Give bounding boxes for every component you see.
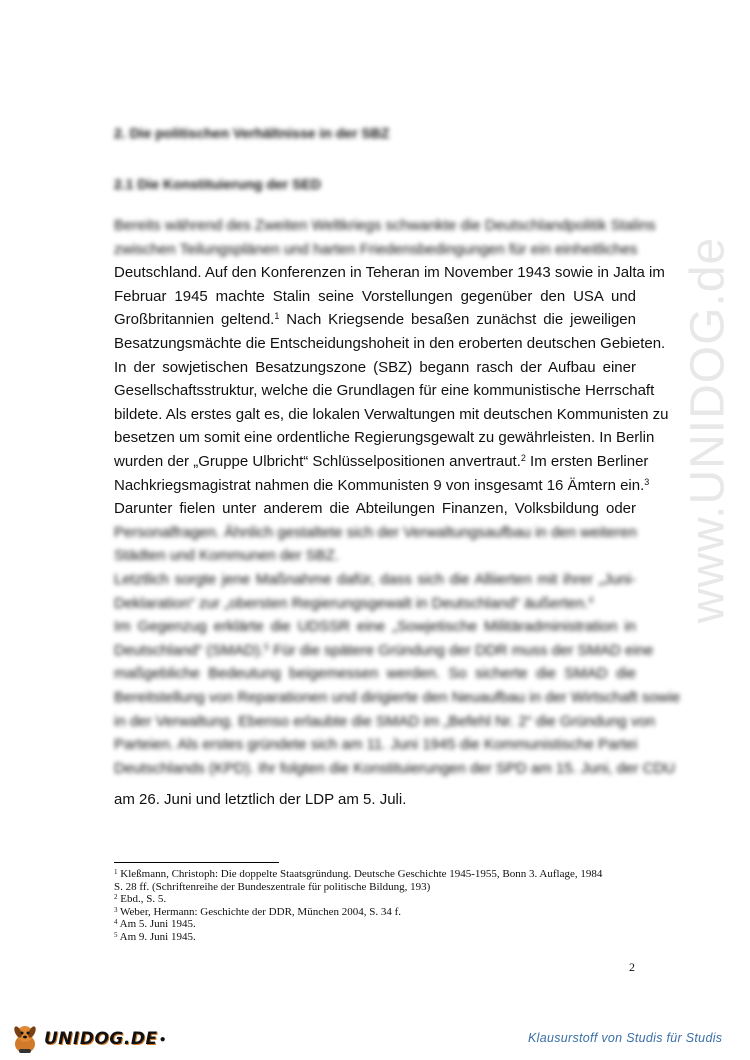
logo-text: UNIDOG.DE (44, 1029, 158, 1049)
footnote: $^2$ Ebd., S. 5. (114, 893, 167, 905)
text-line: am 26. Juni und letztlich der LDP am 5. Juli. (114, 791, 407, 808)
paw-icon: ● (159, 1033, 166, 1045)
paragraph-clear (114, 261, 669, 521)
text-line: Nachkriegsmagistrat nahmen die Kommunisten 9 von insgesamt 16 Ämtern ein.$^3$ (114, 476, 650, 494)
text-line: Bereits während des Zweiten Weltkriegs schwankte die Deutschlandpolitik Stalins (114, 217, 656, 234)
footnote: $^3$ Weber, Hermann: Geschichte der DDR, München 2004, S. 34 f. (114, 905, 401, 918)
text-line: Deutschlands (KPD). Ihr folgten die Konstituierungen der SPD am 15. Juni, der CDU (114, 759, 676, 777)
footnote: S. 28 ff. (Schriftenreihe der Bundeszentrale für politische Bildung, 193) (114, 880, 431, 893)
footnote: $^4$ Am 5. Juni 1945. (114, 918, 196, 930)
text-line: Deklaration“ zur „obersten Regierungsgewalt in Deutschland“ äußerten.$^4$ (114, 594, 594, 612)
text-line: Parteien. Als erstes gründete sich am 11. Juni 1945 die Kommunistische Partei (114, 736, 638, 754)
footnotes (114, 868, 634, 943)
text-line: Im Gegenzug erklärte die UDSSR eine „Sowjetische Militäradministration in (114, 618, 636, 636)
footnote-ref: 5 (264, 641, 270, 652)
text-line: in der Verwaltung. Ebenso erlaubte die SMAD im „Befehl Nr. 2“ die Gründung von (114, 712, 656, 730)
paragraph-blurred-bottom (114, 521, 681, 781)
footer-slogan: Klausurstoff von Studis für Studis (528, 1031, 723, 1045)
footnote-ref: 2 (520, 452, 526, 463)
text-line: Bereitstellung von Reparationen und dirigierte den Neuaufbau in der Wirtschaft sowie (114, 688, 681, 706)
text-line: Personalfragen. Ähnlich gestaltete sich der Verwaltungsaufbau in den weiteren (114, 523, 637, 541)
text-line: besetzen um somit eine ordentliche Regierungsgewalt zu gewährleisten. In Berlin (114, 429, 655, 447)
paragraph-blurred-top (114, 214, 656, 261)
text-line: maßgebliche Bedeutung beigemessen werden. So sicherte die SMAD die (114, 665, 636, 683)
page-number: 2 (629, 960, 635, 974)
text-line: In der sowjetischen Besatzungszone (SBZ) begann rasch der Aufbau einer (114, 358, 636, 376)
dog-mascot-icon (8, 1022, 42, 1056)
footnote: $^1$ Kleßmann, Christoph: Die doppelte Staatsgründung. Deutsche Geschichte 1945-1955, Bonn 3. Auflage, 1984 (114, 868, 603, 880)
paragraph-clear-end (114, 788, 636, 812)
subsection-heading: 2.1 Die Konstituierung der SED (114, 176, 321, 192)
text-line: Gesellschaftsstruktur, welche die Grundlagen für eine kommunistische Herrschaft (114, 382, 655, 400)
text-line: Städten und Kommunen der SBZ. (114, 547, 340, 565)
text-line: Großbritannien geltend.$^1$ Nach Kriegsende besaßen zunächst die jeweiligen (114, 311, 636, 329)
watermark: www.UNIDOG.de (681, 236, 735, 624)
text-line: bildete. Als erstes galt es, die lokalen Verwaltungen mit deutschen Kommunisten zu (114, 405, 669, 423)
footer-logo[interactable] (8, 1022, 166, 1056)
footnote-ref: 3 (644, 476, 650, 487)
footnote: $^5$ Am 9. Juni 1945. (114, 930, 196, 943)
text-line: Darunter fielen unter anderem die Abteilungen Finanzen, Volksbildung oder (114, 500, 636, 518)
footnote-divider (114, 862, 279, 863)
text-line: Letztlich sorgte jene Maßnahme dafür, dass sich die Alliierten mit ihrer „Juni- (114, 570, 636, 588)
footnote-ref: 4 (588, 594, 594, 605)
text-line: wurden der „Gruppe Ulbricht“ Schlüsselpositionen anvertraut.$^2$ Im ersten Berliner (114, 452, 649, 470)
text-line: Deutschland. Auf den Konferenzen in Teheran im November 1943 sowie in Jalta im (114, 264, 665, 282)
footnote-ref: 1 (274, 311, 280, 322)
text-line: Besatzungsmächte die Entscheidungshoheit in den eroberten deutschen Gebieten. (114, 334, 666, 352)
section-heading: 2. Die politischen Verhältnisse in der SBZ (114, 125, 390, 141)
text-line: zwischen Teilungsplänen und harten Friedensbedingungen für ein einheitliches (114, 240, 638, 258)
text-line: Februar 1945 machte Stalin seine Vorstellungen gegenüber den USA und (114, 287, 636, 305)
text-line: Deutschland“ (SMAD).$^5$ Für die spätere Gründung der DDR muss der SMAD eine (114, 641, 654, 659)
